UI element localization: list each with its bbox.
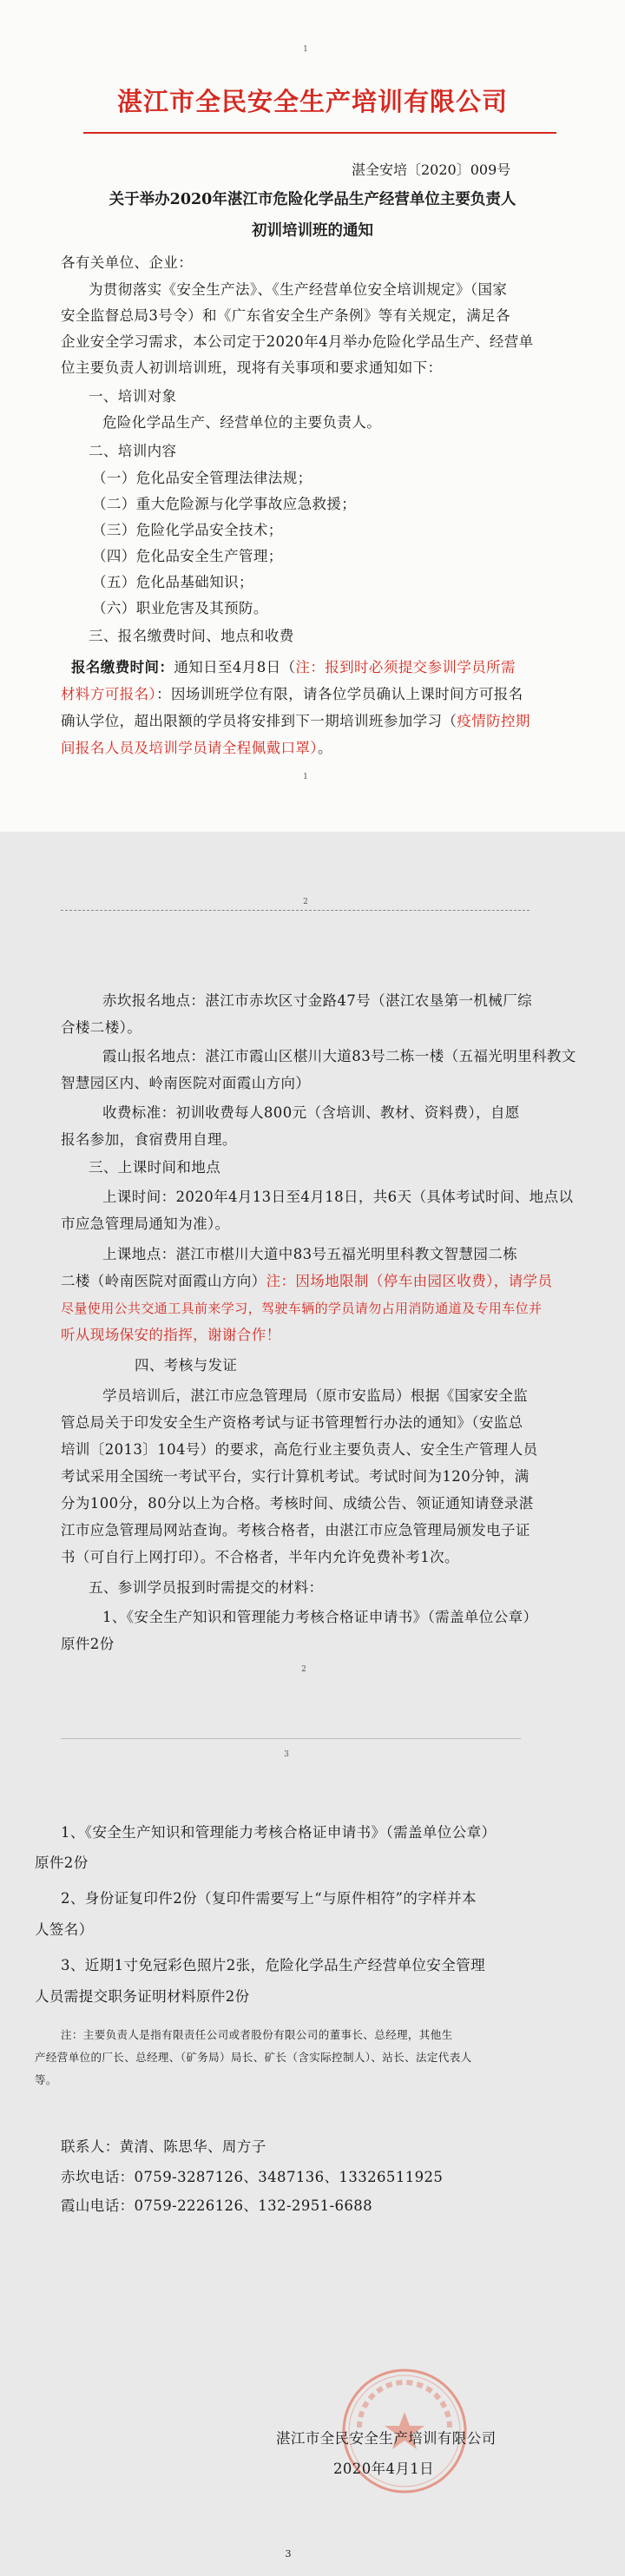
intro-line: 为贯彻落实《安全生产法》、《生产经营单位安全培训规定》（国家	[89, 281, 508, 298]
xiashan-address: 智慧园区内、岭南医院对面霞山方向）	[61, 1075, 311, 1091]
material-item: 原件2份	[35, 1855, 89, 1871]
registration-note: 注：报到时必须提交参训学员所需	[295, 659, 516, 675]
document-heading-line-1: 关于举办2020年湛江市危险化学品生产经营单位主要负责人	[109, 191, 516, 208]
section-title: 五、参训学员报到时需提交的材料：	[89, 1579, 324, 1596]
intro-line: 安全监督总局3号令）和《广东省安全生产条例》等有关规定，满足各	[61, 307, 510, 324]
exam-text: 分为100分，80分以上为合格。考核时间、成绩公告、领证通知请登录湛	[61, 1495, 534, 1512]
section-title: 四、考核与发证	[135, 1357, 238, 1374]
epidemic-note-2: 间报名人员及培训学员请全程佩戴口罩）	[61, 740, 318, 756]
list-item: （六）职业危害及其预防。	[92, 600, 268, 616]
page-1	[0, 0, 625, 832]
letterhead-company-name: 湛江市全民安全生产培训有限公司	[116, 87, 508, 116]
xiashan-address: 霞山报名地点：湛江市霞山区椹川大道83号二栋一楼（五福光明里科教文	[102, 1048, 576, 1064]
section-text: 危险化学品生产、经营单位的主要负责人。	[102, 414, 382, 431]
registration-line-2	[61, 685, 523, 704]
page-divider	[61, 910, 530, 911]
exam-text: 考试采用全国统一考试平台，实行计算机考试。考试时间为120分钟，满	[61, 1468, 530, 1485]
note-text: 产经营单位的厂长、总经理、（矿务局）局长、矿长（含实际控制人）、站长、法定代表人	[35, 2051, 472, 2064]
chikan-address: 合楼二楼）。	[61, 1019, 142, 1036]
page-number-top: 2	[303, 898, 308, 906]
material-item: 原件2份	[61, 1636, 115, 1652]
note-text: 等。	[35, 2073, 57, 2086]
page-number-top: 1	[303, 45, 308, 54]
registration-line-4	[61, 739, 332, 758]
registration-line-1	[71, 658, 516, 677]
fee-standard: 报名参加，食宿费用自理。	[61, 1131, 237, 1148]
intro-line: 位主要负责人初训培训班，现将有关事项和要求通知如下：	[61, 359, 443, 376]
exam-text: 书（可自行上网打印）。不合格者，半年内允许免费补考1次。	[61, 1549, 459, 1565]
section-title: 三、报名缴费时间、地点和收费	[89, 628, 294, 644]
class-place: 上课地点：湛江市椹川大道中83号五福光明里科教文智慧园二栋	[102, 1246, 518, 1262]
page-number-bottom: 2	[301, 1665, 306, 1674]
registration-time: 通知日至4月8日（	[174, 659, 296, 675]
list-item: （五）危化品基础知识；	[92, 574, 253, 590]
epidemic-note: 疫情防控期	[457, 713, 530, 729]
chikan-address: 赤坎报名地点：湛江市赤坎区寸金路47号（湛江农垦第一机械厂综	[102, 992, 532, 1009]
chikan-phone: 赤坎电话：0759-3287126、3487136、13326511925	[61, 2169, 444, 2185]
exam-text: 管总局关于印发安全生产资格考试与证书管理暂行办法的通知》（安监总	[61, 1414, 523, 1431]
note-text: 注：主要负责人是指有限责任公司或者股份有限公司的董事长、总经理，其他生	[61, 2028, 453, 2041]
parking-note: 尽量使用公共交通工具前来学习，驾驶车辆的学员请勿占用消防通道及专用车位并	[61, 1301, 543, 1316]
material-item: 2、身份证复印件2份（复印件需要写上“与原件相符”的字样并本	[61, 1890, 477, 1907]
material-item: 1、《安全生产知识和管理能力考核合格证申请书》（需盖单位公章）	[102, 1609, 538, 1625]
registration-text: ：因场训班学位有限，请各位学员确认上课时间方可报名	[156, 686, 523, 702]
section-title: 二、培训内容	[89, 443, 177, 459]
signature-date: 2020年4月1日	[333, 2461, 435, 2477]
page-number-bottom: 1	[303, 773, 308, 781]
parking-note: 注：因场地限制（停车由园区收费），请学员	[266, 1273, 553, 1289]
fee-standard: 收费标准：初训收费每人800元（含培训、教材、资料费），自愿	[102, 1104, 520, 1121]
section-title: 三、上课时间和地点	[89, 1159, 221, 1176]
material-item: 1、《安全生产知识和管理能力考核合格证申请书》（需盖单位公章）	[61, 1824, 497, 1841]
list-item: （三）危险化学品安全技术；	[92, 522, 283, 538]
registration-text: 。	[317, 740, 332, 756]
section-title: 一、培训对象	[89, 388, 177, 405]
class-place	[61, 1272, 552, 1291]
registration-text: 确认学位，超出限额的学员将安排到下一期培训班参加学习（	[61, 713, 457, 729]
document-number: 湛全安培〔2020〕009号	[352, 161, 511, 178]
page-number-bottom: 3	[285, 2548, 292, 2560]
page-divider	[61, 1738, 521, 1739]
list-item: （四）危化品安全生产管理；	[92, 548, 283, 564]
letterhead-red-rule	[83, 132, 556, 134]
list-item: （二）重大危险源与化学事故应急救援；	[92, 496, 357, 512]
exam-text: 培训〔2013〕104号）的要求，高危行业主要负责人、安全生产管理人员	[61, 1441, 538, 1458]
material-item: 3、近期1寸免冠彩色照片2张，危险化学品生产经营单位安全管理	[61, 1957, 485, 1973]
exam-text: 江市应急管理局网站查询。考核合格者，由湛江市应急管理局颁发电子证	[61, 1522, 530, 1538]
material-item: 人员需提交职务证明材料原件2份	[35, 1988, 250, 2005]
class-time: 上课时间：2020年4月13日至4月18日，共6天（具体考试时间、地点以	[102, 1189, 574, 1205]
intro-line: 企业安全学习需求，本公司定于2020年4月举办危险化学品生产、经营单	[61, 333, 534, 350]
signature-company: 湛江市全民安全生产培训有限公司	[276, 2430, 497, 2447]
parking-note: 听从现场保安的指挥，谢谢合作！	[61, 1327, 281, 1343]
registration-line-3	[61, 712, 530, 731]
material-item: 人签名）	[35, 1921, 94, 1938]
list-item: （一）危化品安全管理法律法规；	[92, 470, 312, 486]
registration-note-2: 材料方可报名）	[61, 686, 157, 702]
class-time: 市应急管理局通知为准）。	[61, 1216, 230, 1232]
contact-persons: 联系人：黄清、陈思华、周方子	[61, 2138, 266, 2155]
xiashan-phone: 霞山电话：0759-2226126、132-2951-6688	[61, 2197, 373, 2214]
document-heading-line-2: 初训培训班的通知	[252, 222, 373, 240]
page-number-top: 3	[284, 1750, 289, 1759]
exam-text: 学员培训后，湛江市应急管理局（原市安监局）根据《国家安全监	[102, 1387, 529, 1404]
class-place-text: 二楼（岭南医院对面霞山方向）	[61, 1273, 266, 1289]
addressee: 各有关单位、企业：	[61, 254, 194, 271]
registration-label: 报名缴费时间：	[71, 659, 174, 675]
